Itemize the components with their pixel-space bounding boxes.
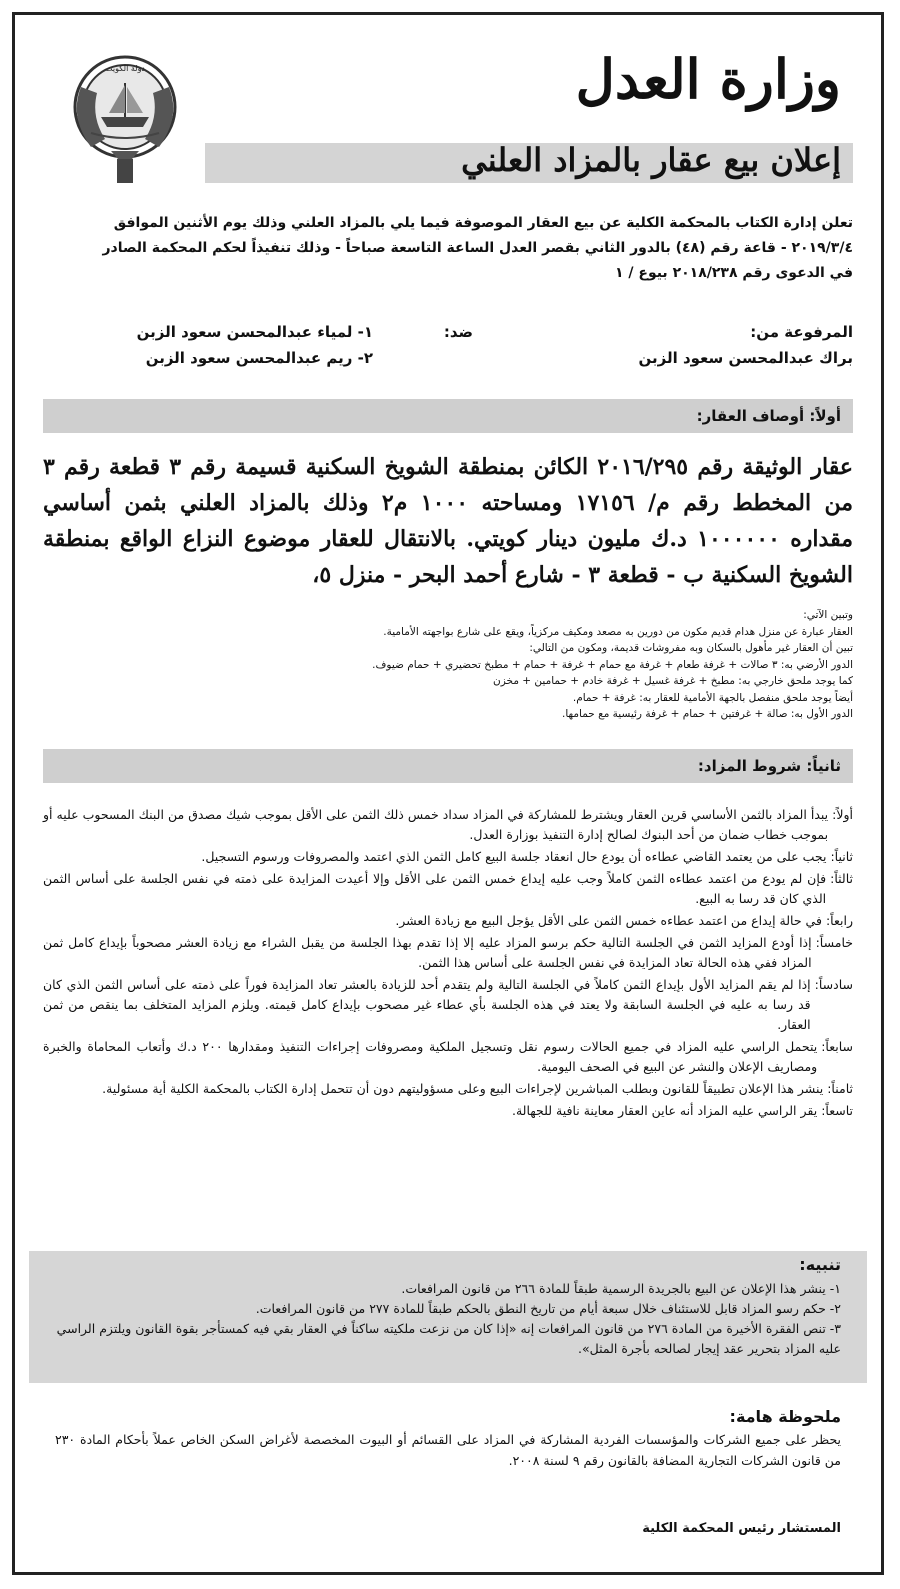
- warning-list: [55, 1279, 841, 1359]
- announcement-frame: [12, 12, 884, 1575]
- detail-line: العقار عبارة عن منزل هدام قديم مكون من دورين به مصعد ومكيف مركزياً، ويقع على شارع بواجهته الأمامية.: [383, 625, 853, 638]
- section2-title: ثانياً: شروط المزاد:: [697, 757, 841, 775]
- parties-block: [43, 319, 853, 379]
- warning-item: ٣- تنص الفقرة الأخيرة من المادة ٢٧٦ من قانون المرافعات إنه «إذا كان من نزعت ملكيته ساكناً في العقار بقي فيه كمستأجر بقوة القانون ويلتزم الراسي عليه المزاد بتحرير عقد إيجار لصالحه بأجرة المثل».: [56, 1321, 841, 1356]
- term-item: [43, 1101, 853, 1121]
- term-item: [43, 847, 853, 867]
- detail-line: الدور الأرضي به: ٣ صالات + غرفة طعام + غرفة مع حمام + غرفة + حمام + مطبخ تحضيري + حمام ضيوف.: [372, 658, 853, 671]
- term-item: [43, 933, 853, 973]
- detail-line: أيضاً يوجد ملحق منفصل بالجهة الأمامية للعقار به: غرفة + حمام.: [572, 691, 853, 704]
- auction-terms: [43, 805, 853, 1123]
- term-label: ثالثاً:: [830, 871, 853, 886]
- detail-line: الدور الأول به: صالة + غرفتين + حمام + غرفة رئيسية مع حمامها.: [562, 708, 853, 720]
- term-item: [43, 1079, 853, 1099]
- warning-item: ١- ينشر هذا الإعلان عن البيع بالجريدة الرسمية طبقاً للمادة ٢٦٦ من قانون المرافعات.: [401, 1281, 841, 1296]
- property-details: [43, 607, 853, 723]
- property-description: عقار الوثيقة رقم ٢٠١٦/٢٩٥ الكائن بمنطقة الشويخ السكنية قسيمة رقم ٣ قطعة رقم ٣ من المخطط رقم م/ ١٧١٥٦ ومساحته ١٠٠٠ م٢ وذلك بالمزاد العلني بثمن أساسي مقداره ١٠٠٠٠٠٠ د.ك مليون دينار كويتي. بالانتقال للعقار موضوع النزاع الواقع بمنطقة الشويخ السكنية ب - قطعة ٣ - شارع أحمد البحر - منزل ٥،: [43, 454, 853, 588]
- term-label: ثانياً:: [830, 849, 853, 864]
- section1-title: أولاً: أوصاف العقار:: [696, 407, 841, 425]
- detail-line: كما يوجد ملحق خارجي به: مطبخ + غرفة غسيل + غرفة خادم + حمامين + مخزن: [493, 675, 853, 687]
- term-text: يتحمل الراسي عليه المزاد في جميع الحالات رسوم نقل وتسجيل الملكية ومصروفات إجراءات التنفيذ ومقدارها ٢٠٠ د.ك وأتعاب المحاماة والخبرة ومصاريف الإعلان والنشر عن البيع في الصحف اليومية.: [43, 1039, 818, 1074]
- term-text: إذا لم يقم المزايد الأول بإيداع الثمن كاملاً في الجلسة التالية ولم يتقدم أحد للزيادة بالعشر تعاد المزايدة فوراً على ذمته على أساس الثمن الذي كان قد رسا به عليه في الجلسة السابقة ولا يعتد في هذه الجلسة بأي عطاء غير مصحوب بإيداع كامل قيمته. ويلزم المزايد المتخلف بما ينقص من ثمن العقار.: [43, 977, 811, 1032]
- term-item: [43, 975, 853, 1035]
- term-item: [43, 869, 853, 909]
- signature: المستشار رئيس المحكمة الكلية: [642, 1521, 841, 1536]
- intro-line: تعلن إدارة الكتاب بالمحكمة الكلية عن بيع العقار الموصوفة فيما يلي بالمزاد العلني وذلك يوم الأثنين الموافق: [113, 215, 853, 231]
- defendant-name: ٢- ريم عبدالمحسن سعود الزبن: [145, 349, 373, 367]
- term-label: تاسعاً:: [821, 1103, 853, 1118]
- notice-title: إعلان بيع عقار بالمزاد العلني: [461, 141, 841, 179]
- term-label: خامساً:: [815, 935, 853, 950]
- defendants-block: [137, 319, 373, 371]
- term-text: فإن لم يودع من اعتمد عطاءه الثمن كاملاً وجب عليه إيداع خمس الثمن على الأقل وإلا أعيدت المزايدة على ذمته في نفس الجلسة على أساس الثمن الذي كان قد رسا به البيع.: [43, 871, 827, 906]
- plaintiff-block: [638, 319, 853, 371]
- plaintiff-label: المرفوعة من:: [750, 323, 853, 341]
- warning-item: ٢- حكم رسو المزاد قابل للاستئناف خلال سبعة أيام من تاريخ النطق بالحكم طبقاً للمادة ٢٧٧ من قانون المرافعات.: [255, 1301, 841, 1316]
- term-text: يجب على من يعتمد القاضي عطاءه أن يودع حال انعقاد جلسة البيع كامل الثمن الذي اعتمد والمصروفات ورسوم التسجيل.: [201, 849, 827, 864]
- detail-line: تبين أن العقار غير مأهول بالسكان وبه مفروشات قديمة، ومكون من التالي:: [529, 642, 853, 654]
- against-label: ضد:: [443, 323, 473, 341]
- detail-line: وتبين الآتي:: [803, 609, 853, 621]
- term-text: يبدأ المزاد بالثمن الأساسي قرين العقار ويشترط للمشاركة في المزاد سداد خمس ذلك الثمن على الأقل بموجب شيك مصدق من البنك المسحوب عليه أو بموجب خطاب ضمان من أحد البنوك لصالح إدارة التنفيذ بوزارة العدل.: [43, 807, 829, 842]
- defendant-name: ١- لمياء عبدالمحسن سعود الزبن: [136, 323, 373, 341]
- term-text: في حالة إيداع من اعتمد عطاءه خمس الثمن على الأقل يؤجل البيع مع زيادة العشر.: [395, 913, 822, 928]
- term-label: سادساً:: [814, 977, 853, 992]
- term-item: [43, 911, 853, 931]
- kuwait-emblem-icon: [61, 47, 189, 187]
- term-label: أولاً:: [832, 807, 853, 822]
- plaintiff-name: براك عبدالمحسن سعود الزبن: [638, 349, 853, 367]
- term-text: يقر الراسي عليه المزاد أنه عاين العقار معاينة نافية للجهالة.: [511, 1103, 818, 1118]
- term-text: إذا أودع المزايد الثمن في الجلسة التالية حكم برسو المزاد عليه إلا إذا تقدم بهذا الجلسة من يقبل الشراء مع زيادة العشر مصحوباً بإيداع كامل ثمن المزاد ففي هذه الحالة تعاد المزايدة في نفس الجلسة على أساس هذا الثمن.: [43, 935, 812, 970]
- term-label: ثامناً:: [827, 1081, 853, 1096]
- term-text: ينشر هذا الإعلان تطبيقاً للقانون وبطلب المباشرين لإجراءات البيع وعلى مسؤوليتهم دون أن تتحمل إدارة الكتاب بالمحكمة الكلية أية مسئولية.: [102, 1081, 824, 1096]
- emblem-text: دولة الكويت: [105, 64, 145, 73]
- term-label: سابعاً:: [821, 1039, 853, 1054]
- ministry-title: وزارة العدل: [575, 47, 841, 111]
- note-text: يحظر على جميع الشركات والمؤسسات الفردية المشاركة في المزاد على القسائم أو البيوت المخصصة لأغراض السكن الخاص عملاً بأحكام المادة ٢٣٠ من قانون الشركات التجارية المضافة بالقانون رقم ٩ لسنة ٢٠٠٨.: [55, 1432, 841, 1468]
- intro-line: في الدعوى رقم ٢٠١٨/٢٣٨ بيوع / ١: [614, 265, 853, 281]
- intro-line: ٢٠١٩/٣/٤ - قاعة رقم (٤٨) بالدور الثاني بقصر العدل الساعة التاسعة صباحاً - وذلك تنفيذاً لحكم المحكمة الصادر: [102, 240, 853, 256]
- term-item: [43, 1037, 853, 1077]
- intro-paragraph: [43, 211, 853, 286]
- warning-title: تنبيه:: [799, 1255, 841, 1274]
- term-label: رابعاً:: [825, 913, 853, 928]
- note-title: ملحوظة هامة:: [729, 1407, 841, 1426]
- term-item: [43, 805, 853, 845]
